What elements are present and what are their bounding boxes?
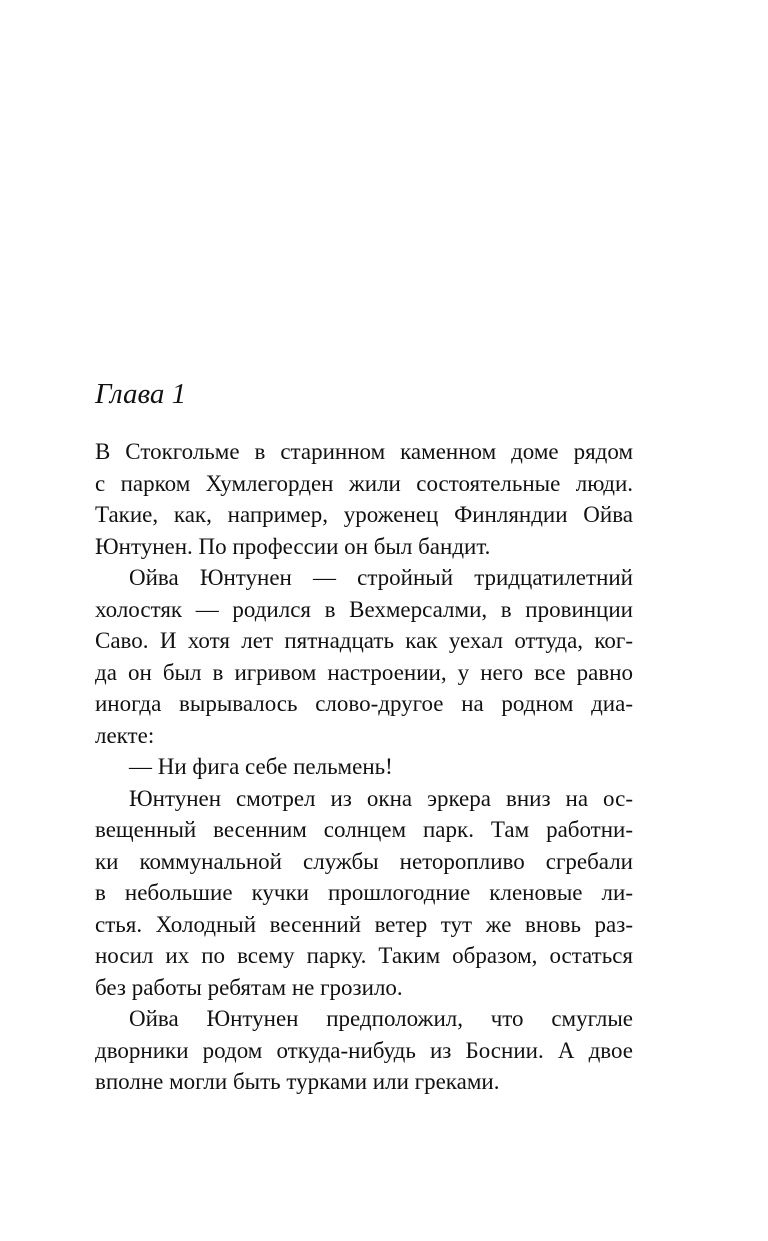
- dialogue-line: — Ни фига себе пельмень!: [129, 754, 393, 779]
- text-line: Ойва Юнтунен предположил, что смуглые: [129, 1006, 633, 1031]
- text-line: В Стокгольме в старинном каменном доме рядом: [95, 439, 633, 464]
- text-line: вполне могли быть турками или греками.: [95, 1069, 500, 1094]
- text-line: ки коммунальной службы неторопливо сгребали: [95, 848, 633, 874]
- text-line: Саво. И хотя лет пятнадцать как уехал оттуда, ког-: [95, 628, 633, 653]
- text-line: без работы ребятам не грозило.: [95, 974, 403, 1000]
- text-line: Юнтунен смотрел из окна эркера вниз на ос-: [129, 785, 633, 811]
- text-line: в небольшие кучки прошлогодние кленовые ли-: [95, 880, 633, 905]
- text-line: иногда вырывалось слово-другое на родном диа-: [95, 691, 633, 716]
- chapter-body: [95, 436, 633, 1098]
- text-line: с парком Хумлегорден жили состоятельные люди.: [95, 470, 633, 496]
- text-line: вещенный весенним солнцем парк. Там работни-: [95, 817, 633, 842]
- text-line: стья. Холодный весенний ветер тут же вновь раз-: [95, 911, 633, 937]
- text-line: холостяк — родился в Вехмерсалми, в провинции: [95, 596, 633, 622]
- text-line: дворники родом откуда-нибудь из Боснии. А двое: [95, 1037, 633, 1063]
- text-line: да он был в игривом настроении, у него все равно: [95, 659, 633, 685]
- chapter-title: Глава 1: [95, 378, 187, 410]
- text-line: Ойва Юнтунен — стройный тридцатилетний: [129, 565, 633, 590]
- text-line: носил их по всему парку. Таким образом, остаться: [95, 943, 633, 968]
- text-line: лекте:: [95, 722, 155, 748]
- text-line: Такие, как, например, уроженец Финляндии Ойва: [95, 502, 633, 527]
- text-line: Юнтунен. По профессии он был бандит.: [95, 533, 491, 559]
